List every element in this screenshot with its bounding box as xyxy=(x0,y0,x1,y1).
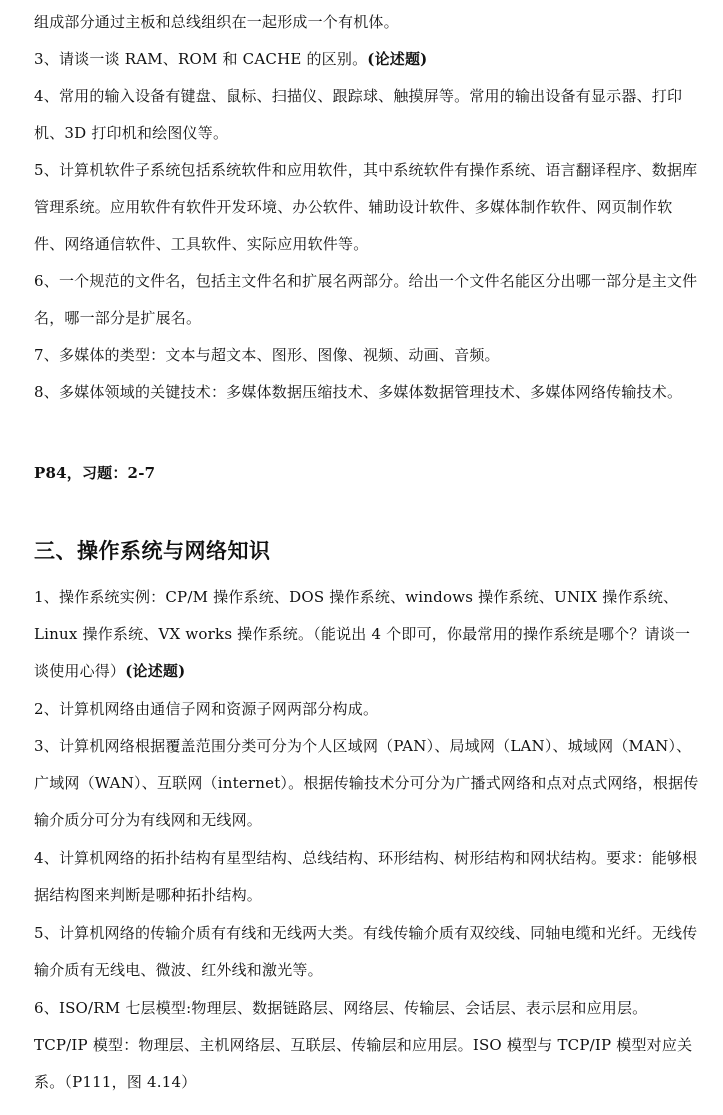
intro-line: 组成部分通过主板和总线组织在一起形成一个有机体。 xyxy=(34,13,399,31)
item-4-io-devices: 4、常用的输入设备有键盘、鼠标、扫描仪、跟踪球、触摸屏等。常用的输出设备有显示器、打印机、3D 打印机和绘图仪等。 xyxy=(34,87,683,142)
section-heading: 三、操作系统与网络知识 xyxy=(34,538,271,563)
section3-item-1-text: 1、操作系统实例：CP/M 操作系统、DOS 操作系统、windows 操作系统、UNIX 操作系统、Linux 操作系统、VX works 操作系统。（能说出 4 个即可，你最常用的操作系统是哪个？请谈一谈使用心得） xyxy=(34,588,691,680)
item-3-text: 3、请谈一谈 RAM、ROM 和 CACHE 的区别。 xyxy=(34,50,368,68)
item-3-tag: (论述题) xyxy=(367,50,428,68)
section3-item-1-os xyxy=(34,579,699,690)
item-6-filename: 6、一个规范的文件名，包括主文件名和扩展名两部分。给出一个文件名能区分出哪一部分是主文件名，哪一部分是扩展名。 xyxy=(34,272,698,327)
section3-item-1-tag: (论述题) xyxy=(125,662,186,680)
section3-item-3-classification: 3、计算机网络根据覆盖范围分类可分为个人区域网（PAN）、局域网（LAN）、城域网（MAN）、广域网（WAN）、互联网（internet）。根据传输技术分可分为广播式网络和点对点式网络，根据传输介质分可分为有线网和无线网。 xyxy=(34,737,699,829)
section3-item-4-topology: 4、计算机网络的拓扑结构有星型结构、总线结构、环形结构、树形结构和网状结构。要求：能够根据结构图来判断是哪种拓扑结构。 xyxy=(34,849,698,904)
item-3-ram-rom-cache xyxy=(34,41,699,78)
section3-item-2-network: 2、计算机网络由通信子网和资源子网两部分构成。 xyxy=(34,700,379,718)
item-8-multimedia-tech: 8、多媒体领域的关键技术：多媒体数据压缩技术、多媒体数据管理技术、多媒体网络传输技术。 xyxy=(34,383,683,401)
exercise-reference: P84，习题：2-7 xyxy=(34,464,156,482)
section3-item-5-media: 5、计算机网络的传输介质有有线和无线两大类。有线传输介质有双绞线、同轴电缆和光纤。无线传输介质有无线电、微波、红外线和激光等。 xyxy=(34,924,698,979)
section3-item-6-models: 6、ISO/RM 七层模型:物理层、数据链路层、网络层、传输层、会话层、表示层和应用层。TCP/IP 模型：物理层、主机网络层、互联层、传输层和应用层。ISO 模型与 TCP/IP 模型对应关系。（P111，图 4.14） xyxy=(34,999,693,1091)
item-5-software: 5、计算机软件子系统包括系统软件和应用软件，其中系统软件有操作系统、语言翻译程序、数据库管理系统。应用软件有软件开发环境、办公软件、辅助设计软件、多媒体制作软件、网页制作软件、网络通信软件、工具软件、实际应用软件等。 xyxy=(34,161,698,253)
item-7-multimedia-types: 7、多媒体的类型：文本与超文本、图形、图像、视频、动画、音频。 xyxy=(34,346,500,364)
